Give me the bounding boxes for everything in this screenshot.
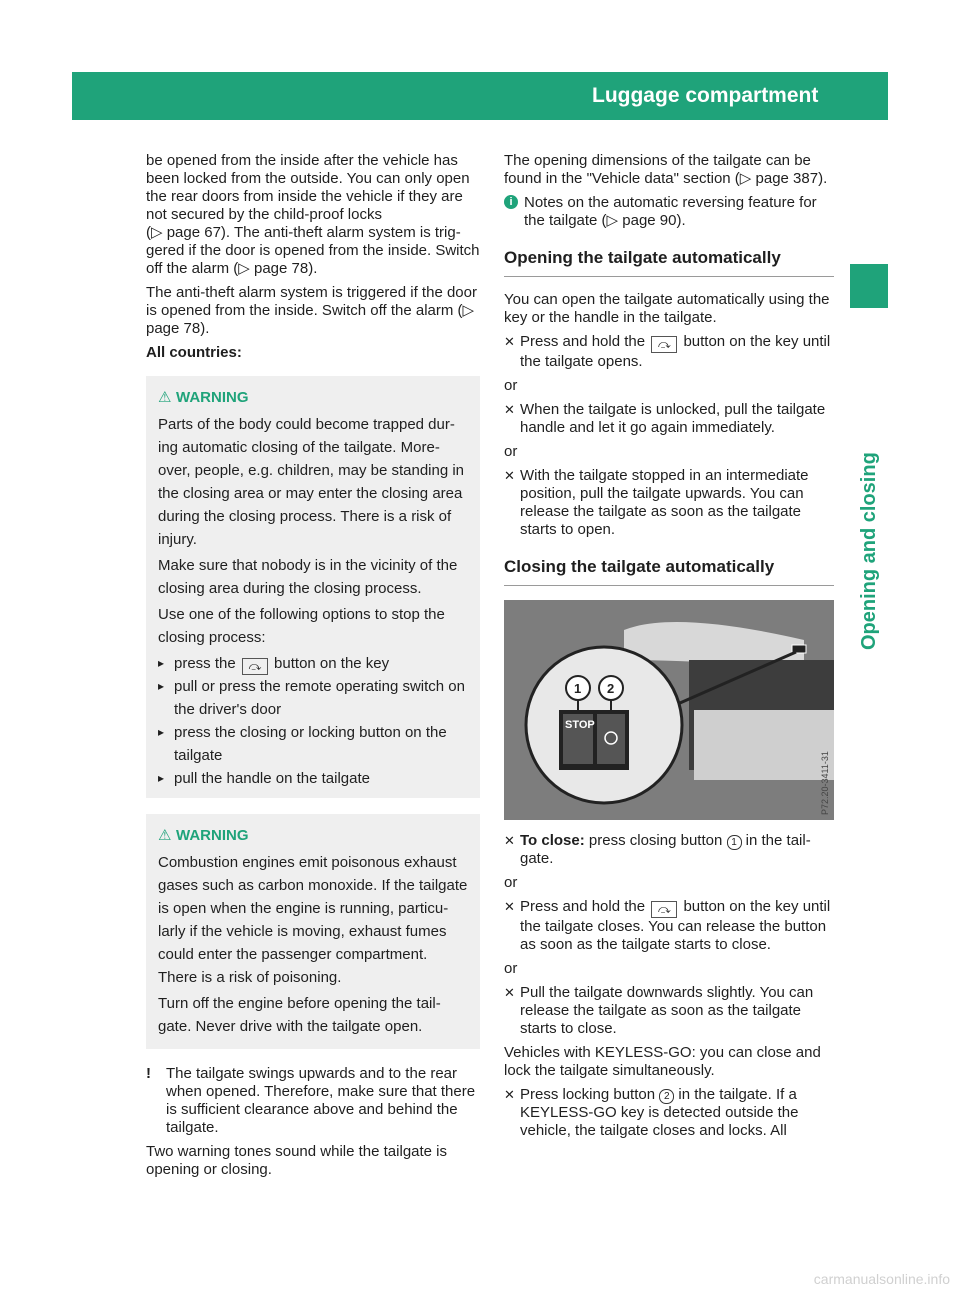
warning-triangle-icon: ⚠ (158, 827, 172, 844)
paragraph: be opened from the inside after the vehicle has been locked from the outside. You can only open the rear doors from inside the vehicle if they are not secured by the child-proof locks (146, 152, 470, 223)
list-item: ▸ press the closing or locking button on the tailgate (158, 721, 470, 767)
warning-text: Use one of the following options to stop the closing process: (158, 606, 445, 646)
paragraph: (▷ page 67). The anti-theft alarm system is trig-gered if the door is opened from the inside. Switch off the alarm (▷ page 78). (146, 224, 480, 277)
paragraph: The anti-theft alarm system is triggered if the door is opened from the inside. Switch off the alarm (▷ page 78). (146, 284, 477, 337)
paragraph: The opening dimensions of the tailgate can be found in the "Vehicle data" section (▷ page 387). (504, 152, 828, 187)
instruction-step: ✕ Press and hold the ⤼ button on the key until the tailgate opens. (504, 333, 831, 370)
right-column (504, 152, 834, 1146)
tailgate-key-icon: ⤼ (651, 336, 677, 353)
paragraph: You can open the tailgate automatically using the key or the handle in the tailgate. (504, 291, 830, 326)
callout-2: 2 (607, 681, 615, 696)
tailgate-key-icon: ⤼ (651, 901, 677, 918)
section-title: Luggage compartment (592, 84, 819, 107)
instruction-step: ✕ To close: press closing button 1 in the tail-gate. (504, 832, 811, 867)
subheading: All countries: (146, 344, 242, 361)
tailgate-buttons-figure (504, 600, 834, 820)
chapter-tab (850, 264, 888, 308)
instruction-step: ✕ When the tailgate is unlocked, pull the tailgate handle and let it go again immediately. (504, 401, 826, 436)
bullet-list (158, 652, 470, 790)
page-ref-icon: ▷ (151, 224, 163, 241)
instruction-step: ✕ With the tailgate stopped in an intermediate position, pull the tailgate upwards. You can release the tailgate as soon as the tailgate starts to open. (504, 467, 809, 538)
section-heading: Opening the tailgate automatically (504, 248, 834, 277)
step-arrow-icon: ✕ (504, 1087, 515, 1102)
watermark: carmanualsonline.info (813, 1271, 950, 1287)
paragraph: Vehicles with KEYLESS-GO: you can close and lock the tailgate simultaneously. (504, 1044, 821, 1079)
list-item: ▸ pull the handle on the tailgate (158, 767, 470, 790)
warning-text: Make sure that nobody is in the vicinity of the closing area during the closing process. (158, 557, 458, 597)
instruction-step: ✕ Press and hold the ⤼ button on the key until the tailgate closes. You can release the button as soon as the tailgate starts to close. (504, 898, 831, 953)
figure-code: P72.20-3411-31 (820, 751, 830, 815)
warning-triangle-icon: ⚠ (158, 389, 172, 406)
note: ! The tailgate swings upwards and to the rear when opened. Therefore, make sure that there is sufficient clearance above and behind the tailgate. (146, 1065, 476, 1136)
step-arrow-icon: ✕ (504, 402, 515, 417)
tailgate-illustration (504, 600, 834, 820)
list-item: ▸ pull or press the remote operating switch on the driver's door (158, 675, 470, 721)
instruction-step: ✕ Pull the tailgate downwards slightly. You can release the tailgate as soon as the tailgate starts to close. (504, 984, 814, 1037)
step-arrow-icon: ✕ (504, 334, 515, 349)
warning-heading: ⚠ WARNING (158, 386, 470, 409)
paragraph: Two warning tones sound while the tailgate is opening or closing. (146, 1143, 448, 1178)
callout-2-icon: 2 (659, 1089, 674, 1104)
or-text: or (504, 443, 518, 460)
exclamation-icon: ! (146, 1065, 151, 1082)
step-arrow-icon: ✕ (504, 833, 515, 848)
warning-heading: ⚠ WARNING (158, 824, 470, 847)
instruction-step: ✕ Press locking button 2 in the tailgate. If a KEYLESS-GO key is detected outside the vehicle, the tailgate closes and locks. All (504, 1086, 799, 1139)
stop-label: STOP (565, 719, 595, 731)
warning-text: Combustion engines emit poisonous exhaust gases such as carbon monoxide. If the tailgate is open when the engine is running, particu-larly if the vehicle is moving, exhaust fumes could enter the passenger compartment. There is a risk of poisoning. (158, 854, 468, 986)
or-text: or (504, 377, 518, 394)
list-item: ▸ press the ⤼ button on the key (158, 652, 470, 675)
step-arrow-icon: ✕ (504, 985, 515, 1000)
page-header (72, 72, 944, 120)
warning-box (146, 814, 480, 1049)
step-arrow-icon: ✕ (504, 899, 515, 914)
warning-text: Turn off the engine before opening the tail-gate. Never drive with the tailgate open. (158, 995, 441, 1035)
tailgate-key-icon: ⤼ (242, 658, 268, 675)
or-text: or (504, 874, 518, 891)
warning-text: Parts of the body could become trapped dur-ing automatic closing of the tailgate. More-over, people, e.g. children, may be standing in the closing area or may enter the closing area during the closing process. There is a risk of injury. (158, 416, 465, 548)
chapter-label: Opening and closing (858, 452, 880, 650)
or-text: or (504, 960, 518, 977)
step-arrow-icon: ✕ (504, 468, 515, 483)
section-heading: Closing the tailgate automatically (504, 557, 834, 586)
info-note: i Notes on the automatic reversing feature for the tailgate (▷ page 90). (504, 194, 834, 230)
callout-1: 1 (574, 681, 582, 696)
page-number: 91 (922, 85, 944, 106)
left-column (146, 152, 480, 1185)
info-icon: i (504, 195, 518, 209)
warning-box (146, 376, 480, 798)
callout-1-icon: 1 (727, 835, 742, 850)
page-ref-icon: ▷ (238, 260, 250, 277)
